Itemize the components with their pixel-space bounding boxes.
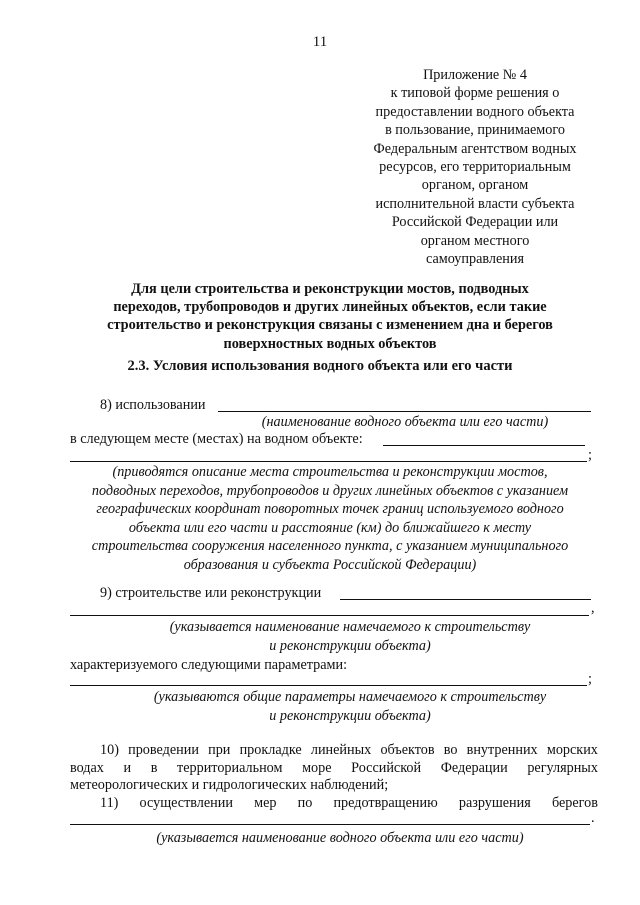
word: и xyxy=(123,760,132,776)
page-number: 11 xyxy=(312,34,328,50)
item8-place-field[interactable] xyxy=(383,445,585,446)
item8-place-field-line2[interactable] xyxy=(70,461,587,462)
word: во xyxy=(443,742,458,758)
appendix-line: Федеральным агентством водных xyxy=(373,140,577,157)
word: Российской xyxy=(351,760,422,776)
word: морских xyxy=(546,742,598,758)
word: водах xyxy=(70,760,104,776)
item9-params-label: характеризуемого следующими параметрами: xyxy=(70,657,348,673)
item9-hint-2 xyxy=(140,688,560,725)
word: берегов xyxy=(551,795,598,811)
heading-line: Для цели строительства и реконструкции мостов, подводных xyxy=(131,281,529,297)
item9-hint-1 xyxy=(140,618,560,655)
heading-line: поверхностных водных объектов xyxy=(223,335,437,352)
item11-line-1 xyxy=(100,795,598,812)
hint-line: объекта или его части и расстояние (км) до ближайшего к месту xyxy=(128,519,532,536)
item9-object-field-line2[interactable] xyxy=(70,615,589,616)
word: объектов xyxy=(380,742,435,758)
appendix-line: к типовой форме решения о xyxy=(390,85,560,102)
item8-place-label: в следующем месте (местах) на водном объекте: xyxy=(70,431,363,447)
word: линейных xyxy=(310,742,372,758)
word: внутренних xyxy=(466,742,538,758)
item11-end-mark: . xyxy=(591,810,595,826)
word: проведении xyxy=(128,742,199,758)
hint-line: и реконструкции объекта) xyxy=(269,707,431,724)
item8-hint-1: (наименование водного объекта или его части) xyxy=(261,414,549,430)
word: осуществлении xyxy=(139,795,233,811)
hint-line: (указывается наименование намечаемого к строительству xyxy=(169,619,531,635)
hint-line: строительства сооружения населенного пункта, с указанием муниципального xyxy=(91,538,569,554)
word: по xyxy=(297,795,313,811)
word: разрушения xyxy=(458,795,531,811)
item10-line-2 xyxy=(70,760,598,777)
hint-line: (приводятся описание места строительства и реконструкции мостов, xyxy=(112,464,548,480)
item8-hint-2 xyxy=(60,463,600,574)
item9-params-field[interactable] xyxy=(70,685,587,686)
word: в xyxy=(150,760,158,776)
item10-line-1 xyxy=(100,742,598,759)
item9-label: 9) строительстве или реконструкции xyxy=(100,585,322,601)
word: 10) xyxy=(100,742,119,758)
hint-line: и реконструкции объекта) xyxy=(269,637,431,654)
word: 11) xyxy=(100,795,119,811)
word: при xyxy=(208,742,231,758)
document-heading xyxy=(70,280,590,353)
word: Федерации xyxy=(440,760,508,776)
appendix-line: органом местного xyxy=(420,232,530,249)
appendix-line: ресурсов, его территориальным xyxy=(379,159,571,176)
appendix-line: органом, органом xyxy=(421,177,529,194)
word: предотвращению xyxy=(333,795,438,811)
heading-line: строительство и реконструкция связаны с изменением дна и берегов xyxy=(107,317,553,334)
appendix-line: Российской Федерации или xyxy=(391,214,559,231)
word: море xyxy=(302,760,332,776)
hint-line: образования и субъекта Российской Федерации) xyxy=(183,556,477,573)
item9-object-field[interactable] xyxy=(340,599,591,600)
word: мер xyxy=(254,795,277,811)
appendix-line: самоуправления xyxy=(426,251,524,268)
item9-semicolon: ; xyxy=(588,671,592,687)
item11-hint: (указывается наименование водного объекта или его части) xyxy=(156,830,524,846)
appendix-line: исполнительной власти субъекта xyxy=(375,195,575,212)
item8-label: 8) использовании xyxy=(100,397,206,413)
item11-water-object-field[interactable] xyxy=(70,824,590,825)
appendix-line: Приложение № 4 xyxy=(423,67,527,83)
appendix-line: в пользование, принимаемого xyxy=(385,122,565,139)
word: регулярных xyxy=(527,760,598,776)
item10-line-3: метеорологических и гидрологических наблюдений; xyxy=(70,777,389,793)
appendix-line: предоставлении водного объекта xyxy=(375,103,575,120)
hint-line: географических координат поворотных точек границ используемого водного xyxy=(96,501,564,517)
word: прокладке xyxy=(239,742,302,758)
section-title: 2.3. Условия использования водного объекта или его части xyxy=(127,358,513,374)
item8-semicolon: ; xyxy=(588,447,592,463)
hint-line: (указываются общие параметры намечаемого к строительству xyxy=(153,689,547,705)
item8-water-object-field[interactable] xyxy=(218,411,591,412)
appendix-block xyxy=(355,66,595,268)
item9-comma: , xyxy=(591,600,595,616)
heading-line: переходов, трубопроводов и других линейных объектов, если такие xyxy=(113,299,547,316)
word: территориальном xyxy=(177,760,283,776)
hint-line: подводных переходов, трубопроводов и других линейных объектов с указанием xyxy=(91,482,569,499)
